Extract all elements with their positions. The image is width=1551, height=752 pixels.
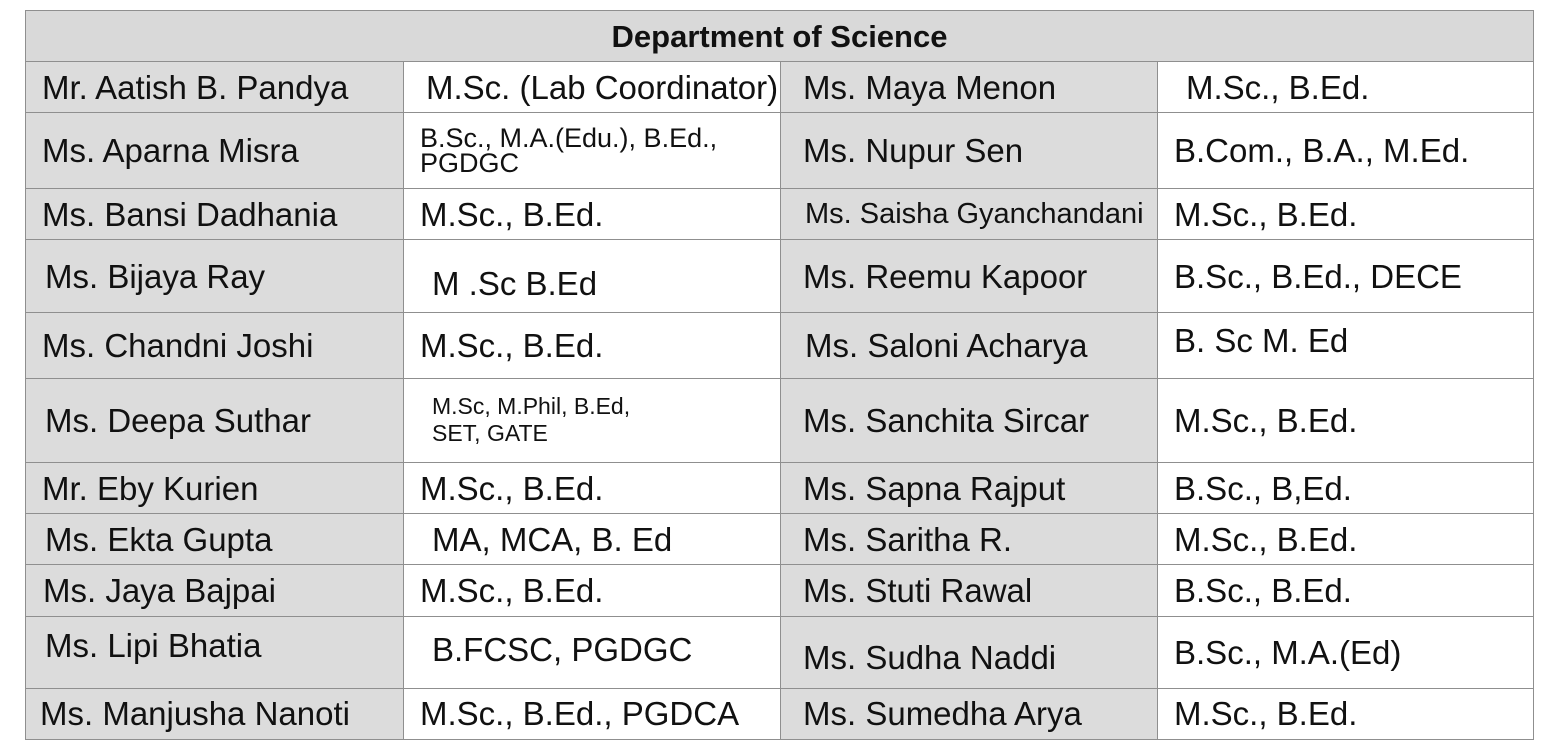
staff-name: Ms. Jaya Bajpai [26,565,404,616]
table-row [26,113,1534,189]
staff-name: Ms. Lipi Bhatia [26,616,404,688]
staff-name: Ms. Deepa Suthar [26,378,404,462]
staff-qualification: M.Sc., B.Ed., PGDCA [404,688,781,739]
staff-qualification: B. Sc M. Ed [1158,312,1534,378]
staff-name: Ms. Stuti Rawal [781,565,1158,616]
staff-qualification: M.Sc., B.Ed. [404,463,781,514]
staff-qualification: M.Sc., B.Ed. [1158,514,1534,565]
department-title: Department of Science [26,11,1534,62]
staff-qualification: M.Sc. (Lab Coordinator) [404,62,781,113]
table-row [26,312,1534,378]
table-row [26,688,1534,739]
staff-name: Ms. Sudha Naddi [781,616,1158,688]
staff-name: Ms. Bansi Dadhania [26,189,404,240]
staff-name: Ms. Bijaya Ray [26,240,404,312]
staff-name: Ms. Aparna Misra [26,113,404,189]
staff-qualification: B.Sc., M.A.(Ed) [1158,616,1534,688]
staff-qualification: M.Sc., B.Ed. [1158,62,1534,113]
staff-qualification: B.Sc., B.Ed., DECE [1158,240,1534,312]
staff-name: Ms. Reemu Kapoor [781,240,1158,312]
table-row [26,463,1534,514]
staff-name: Ms. Sumedha Arya [781,688,1158,739]
staff-name: Ms. Saisha Gyanchandani [781,189,1158,240]
staff-name: Ms. Nupur Sen [781,113,1158,189]
staff-qualification: M.Sc, M.Phil, B.Ed, SET, GATE [404,378,781,462]
staff-qualification: B.Com., B.A., M.Ed. [1158,113,1534,189]
header-row [26,11,1534,62]
staff-name: Ms. Saritha R. [781,514,1158,565]
staff-qualification: M.Sc., B.Ed. [1158,378,1534,462]
staff-qualification: B.Sc., B.Ed. [1158,565,1534,616]
table-row [26,378,1534,462]
staff-name: Ms. Manjusha Nanoti [26,688,404,739]
staff-qualification: MA, MCA, B. Ed [404,514,781,565]
staff-name: Mr. Aatish B. Pandya [26,62,404,113]
staff-name: Ms. Chandni Joshi [26,312,404,378]
staff-qualification: M.Sc., B.Ed. [1158,688,1534,739]
table-row [26,616,1534,688]
staff-qualification: B.Sc., M.A.(Edu.), B.Ed., PGDGC [404,113,781,189]
staff-name: Mr. Eby Kurien [26,463,404,514]
table-row [26,514,1534,565]
table-row [26,240,1534,312]
staff-qualification: M.Sc., B.Ed. [1158,189,1534,240]
staff-qualification: M .Sc B.Ed [404,240,781,312]
staff-name: Ms. Maya Menon [781,62,1158,113]
staff-table [25,10,1534,740]
staff-qualification: B.FCSC, PGDGC [404,616,781,688]
staff-name: Ms. Saloni Acharya [781,312,1158,378]
staff-name: Ms. Sanchita Sircar [781,378,1158,462]
staff-qualification: M.Sc., B.Ed. [404,565,781,616]
staff-qualification: M.Sc., B.Ed. [404,312,781,378]
staff-qualification: B.Sc., B,Ed. [1158,463,1534,514]
staff-name: Ms. Sapna Rajput [781,463,1158,514]
staff-qualification: M.Sc., B.Ed. [404,189,781,240]
table-row [26,565,1534,616]
table-row [26,62,1534,113]
table-row [26,189,1534,240]
staff-name: Ms. Ekta Gupta [26,514,404,565]
